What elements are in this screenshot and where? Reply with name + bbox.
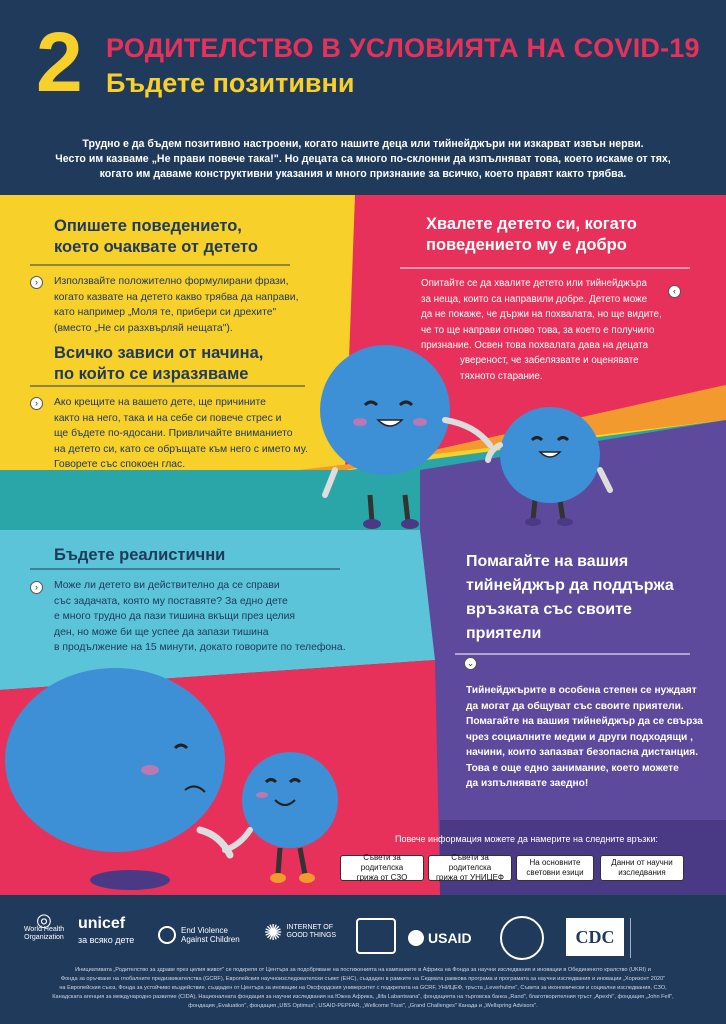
chevron-right-icon: › bbox=[30, 276, 43, 289]
fineprint-line: Фонда за оръчване на глобалните предизвикателства (GCRF), Европейския научноизследователски съвет (ЕНС), създаден в рамките на Седмата рамкова програма и програмата за научни изследвания и иновации „Хоризонт 2020" bbox=[60, 976, 666, 982]
iogt-logo-text: INTERNET OF bbox=[286, 924, 333, 931]
link-research-data[interactable] bbox=[600, 855, 684, 881]
title-line: приятели bbox=[466, 625, 542, 642]
iogt-logo[interactable] bbox=[264, 919, 337, 945]
body-line: Може ли детето ви действително да се справи bbox=[54, 580, 280, 591]
title-line: тийнейджър да поддържа bbox=[466, 577, 674, 594]
link-label: изследвания bbox=[618, 868, 666, 877]
body-line: за неща, които са направили добре. Детето може bbox=[421, 293, 648, 305]
fineprint-line: Инициативата „Родителство за здраве през целия живот" се подкрепя от Центъра за подобряване на постиженията на кампаниите в Африка на Фонда за научни изследвания и иновации в Обединеното кралство (UKRI) и bbox=[75, 967, 651, 973]
evac-logo[interactable] bbox=[158, 926, 240, 944]
link-unicef-parenting[interactable] bbox=[428, 855, 512, 881]
section-body-describe bbox=[54, 274, 298, 336]
accelerate-hub-logo[interactable] bbox=[500, 916, 544, 960]
body-line: признание. Освен това похвалата дава на децата bbox=[421, 340, 649, 351]
seal-icon bbox=[408, 930, 424, 946]
link-who-parenting[interactable] bbox=[340, 855, 424, 881]
link-world-languages[interactable] bbox=[516, 855, 594, 881]
chevron-right-icon: › bbox=[30, 397, 43, 410]
title-line: Всичко зависи от начина, bbox=[54, 344, 264, 362]
iogt-logo-text: GOOD THINGS bbox=[286, 932, 337, 939]
body-line: увереност, че забелязвате и оценявате bbox=[460, 355, 639, 366]
cdc-note bbox=[630, 918, 710, 958]
link-label: Съвети за родителска bbox=[448, 853, 492, 872]
unicef-logo-text: unicef bbox=[78, 915, 126, 932]
title-line: връзката със своите bbox=[466, 601, 632, 618]
link-label: световни езици bbox=[526, 868, 584, 877]
section-title-how bbox=[54, 343, 263, 385]
fineprint-line: фондация „Evaluation", фондация „UBS Optimus", USAID-PEPFAR, „Wellcome Trust", „Grand Challenges" Канада и „Wellspring Advisors". bbox=[188, 1003, 538, 1009]
body-line: ден, но може би ще успее да запази тишина bbox=[54, 626, 269, 638]
links-caption: Повече информация можете да намерите на следните връзки: bbox=[395, 834, 658, 844]
body-line: тяхното старание. bbox=[460, 370, 543, 382]
section-title-friends bbox=[466, 550, 674, 646]
usaid-logo-text: USAID bbox=[428, 929, 472, 946]
cdc-logo-text: CDC bbox=[575, 926, 615, 947]
body-line: Използвайте положително формулирани фрази, bbox=[54, 276, 289, 287]
body-line: Помагайте на вашия тийнейджър да се свърза bbox=[466, 716, 703, 727]
link-label: грижа от УНИЦЕФ bbox=[436, 873, 504, 882]
body-line: когато казвате на детето какво трябва да направи, bbox=[54, 291, 299, 303]
body-line: както на него, така и на себе си повече стрес и bbox=[54, 412, 282, 424]
intro-text bbox=[40, 137, 686, 182]
network-icon: ✺ bbox=[264, 919, 283, 945]
body-line: Говорете със спокоен глас. bbox=[54, 459, 186, 470]
body-line: начини, които запазват безопасна дистанция. bbox=[466, 747, 699, 758]
title-line: поведението му е добро bbox=[426, 236, 627, 254]
title-line: Бъдете реалистични bbox=[54, 546, 226, 564]
fineprint-line: на Европейския съюз, Фонда за устойчиво въздействие, създаден от Центъра за иновации на Оксфордския университет с подкрепата на GCRF, УНИЦЕФ, тръста „Leverhulme", Съвета за икономически и социални изследвания, СЗО, bbox=[59, 985, 667, 991]
who-logo[interactable] bbox=[14, 910, 74, 942]
unicef-logo-sub: за всяко дете bbox=[78, 935, 135, 945]
section-body-how bbox=[54, 395, 308, 473]
body-line: със задачата, която му поставяте? За едно дете bbox=[54, 595, 288, 607]
globe-icon: ◎ bbox=[36, 910, 52, 930]
body-line: като например „Моля те, прибери си дрехите" bbox=[54, 307, 277, 318]
evac-logo-text: End Violence bbox=[181, 926, 228, 935]
intro-line: когато им даваме конструктивни указания и много признание за всичко, което правят както трябва. bbox=[99, 168, 627, 180]
section-body-friends bbox=[466, 683, 703, 792]
body-line: на детето си, като се обръщате към него с името му. bbox=[54, 443, 308, 455]
page-subtitle: Бъдете позитивни bbox=[106, 68, 355, 98]
parenting-for-lifelong-health-logo[interactable] bbox=[356, 918, 396, 954]
body-line: Това е още едно занимание, което можете bbox=[466, 762, 679, 774]
section-title-praise bbox=[426, 214, 637, 256]
body-line: да могат да общуват със своите приятели. bbox=[466, 700, 684, 712]
section-title-realistic bbox=[54, 545, 225, 566]
section-body-praise bbox=[421, 276, 662, 354]
title-line: Опишете поведението, bbox=[54, 217, 242, 235]
who-logo-text: Organization bbox=[24, 934, 64, 941]
body-line: ще бъдете по-ядосани. Привличайте вниманието bbox=[54, 428, 293, 439]
link-label: На основните bbox=[529, 858, 581, 867]
title-line: Хвалете детето си, когато bbox=[426, 215, 637, 233]
funding-fineprint bbox=[20, 966, 706, 1011]
title-line: Помагайте на вашия bbox=[466, 553, 629, 570]
title-line: което очаквате от детето bbox=[54, 238, 258, 256]
page-title: РОДИТЕЛСТВО В УСЛОВИЯТА НА COVID-19 bbox=[106, 33, 700, 63]
body-line: Опитайте се да хвалите детето или тийнейджъра bbox=[421, 278, 647, 289]
link-label: грижа от СЗО bbox=[356, 873, 408, 882]
section-body-realistic bbox=[54, 578, 346, 656]
cdc-logo[interactable] bbox=[566, 918, 624, 956]
chevron-down-icon: ⌄ bbox=[464, 657, 477, 670]
section-body-praise-cont bbox=[460, 353, 639, 384]
evac-logo-text: Against Children bbox=[181, 935, 240, 944]
intro-line: Често им казваме „Не прави повече така!". Но децата са много по-склонни да изпълняват това, което искаме от тях, bbox=[55, 153, 671, 165]
title-line: по който се изразяваме bbox=[54, 365, 249, 383]
body-line: че то ще направи отново това, за което е получило bbox=[421, 324, 655, 336]
body-line: да не покаже, че държи на похвалата, но ще видите, bbox=[421, 309, 662, 320]
body-line: чрез социалните медии и други подходящи , bbox=[466, 731, 693, 743]
fineprint-line: Канадската агенция за международно развитие (CIDA), Националната фондация за научни изследвания на Южна Африка, „Ilifa Labantwana", фондацията на търговска банка „Rand", благотворителния тръст „Apexhi", фондация „John Fell", bbox=[52, 994, 674, 1000]
unicef-logo[interactable] bbox=[78, 915, 135, 946]
intro-line: Трудно е да бъдем позитивно настроени, когато нашите деца или тийнейджъри ни изкарват извън нерви. bbox=[82, 138, 644, 150]
body-line: е много трудно да пази тишина вкъщи през целия bbox=[54, 611, 296, 622]
body-line: Ако крещите на вашето дете, ще причините bbox=[54, 397, 266, 408]
tip-number: 2 bbox=[36, 15, 83, 109]
usaid-logo[interactable] bbox=[408, 930, 472, 946]
circle-icon bbox=[158, 926, 176, 944]
link-label: Данни от научни bbox=[611, 858, 673, 867]
body-line: Тийнейджърите в особена степен се нуждаят bbox=[466, 685, 697, 696]
body-line: да изпълнявате заедно! bbox=[466, 778, 589, 789]
chevron-left-icon: ‹ bbox=[668, 285, 681, 298]
link-label: Съвети за родителска bbox=[360, 853, 404, 872]
body-line: в продължение на 15 минути, докато говорите по телефона. bbox=[54, 642, 346, 653]
body-line: (вместо „Не си разхвърляй нещата"). bbox=[54, 322, 233, 334]
section-title-describe bbox=[54, 216, 258, 258]
chevron-right-icon: › bbox=[30, 581, 43, 594]
who-logo-text: World Health bbox=[23, 926, 65, 933]
